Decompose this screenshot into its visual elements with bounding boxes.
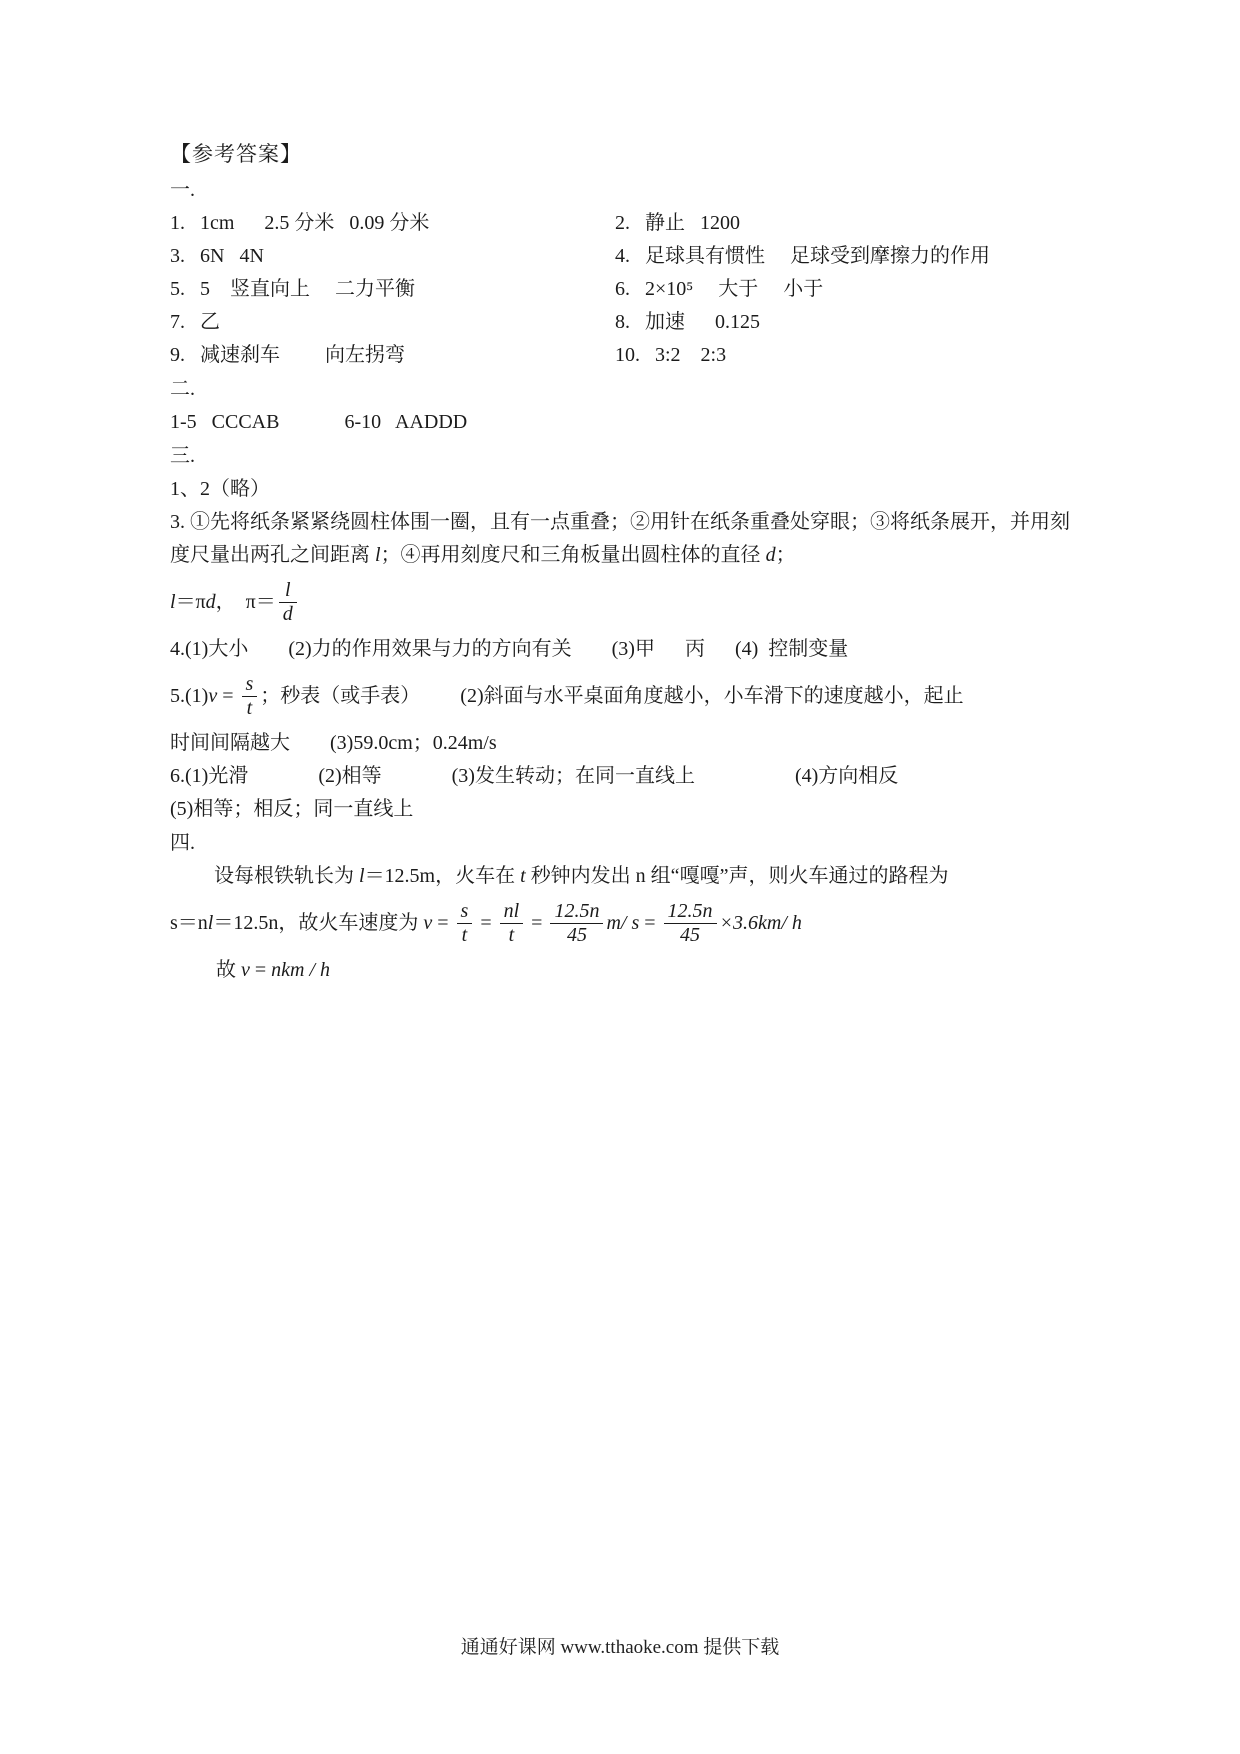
fraction-numerator: s bbox=[242, 673, 258, 697]
answer-cell: 4. 足球具有惯性 足球受到摩擦力的作用 bbox=[615, 245, 990, 267]
multiple-choice-answers: 1-5 CCCAB 6-10 AADDD bbox=[170, 411, 468, 433]
item-6: 6.(1)光滑 (2)相等 (3)发生转动；在同一直线上 (4)方向相反 bbox=[170, 765, 899, 787]
answer-cell: 2. 静止 1200 bbox=[615, 212, 740, 234]
variable-l: l bbox=[207, 912, 214, 934]
answer-row bbox=[170, 273, 1078, 306]
section-two-label: 二. bbox=[170, 378, 195, 400]
answer-row bbox=[170, 306, 1078, 339]
fraction-numerator: nl bbox=[500, 900, 524, 924]
fraction-denominator: t bbox=[508, 924, 515, 946]
variable-l: l bbox=[170, 591, 176, 613]
answer-cell: 5. 5 竖直向上 二力平衡 bbox=[170, 278, 415, 300]
item-5 bbox=[170, 673, 1078, 720]
item-6b: (5)相等；相反；同一直线上 bbox=[170, 798, 414, 820]
final-expression: nkm / h bbox=[271, 959, 331, 981]
item-5-text: ；秒表（或手表） (2)斜面与水平桌面角度越小，小车滑下的速度越小，起止 bbox=[260, 685, 964, 707]
fraction-denominator: 45 bbox=[680, 924, 701, 946]
fraction-12-5n-over-45 bbox=[550, 900, 603, 947]
equation-text: s＝n bbox=[170, 912, 208, 934]
section-three-label: 三. bbox=[170, 445, 195, 467]
fraction-denominator: t bbox=[461, 924, 468, 946]
variable-v: v bbox=[208, 685, 218, 707]
unit-m-per-s: m/ s bbox=[606, 912, 640, 934]
fraction-nl-over-t bbox=[500, 900, 524, 947]
setup-text: 设每根铁轨长为 bbox=[214, 865, 359, 887]
answer-cell: 1. 1cm 2.5 分米 0.09 分米 bbox=[170, 212, 430, 234]
equals-sign: = bbox=[639, 912, 661, 934]
item-1-2: 1、2（略） bbox=[170, 478, 270, 500]
variable-d: d bbox=[205, 591, 216, 613]
answer-cell: 6. 2×10⁵ 大于 小于 bbox=[615, 278, 824, 300]
answer-cell: 8. 加速 0.125 bbox=[615, 311, 760, 333]
variable-v: v bbox=[423, 912, 433, 934]
variable-v: v bbox=[241, 959, 250, 981]
pi-formula bbox=[170, 579, 1078, 626]
item-3 bbox=[170, 506, 1078, 572]
final-text: 故 bbox=[216, 959, 241, 981]
answer-cell: 9. 减速刹车 向左拐弯 bbox=[170, 344, 405, 366]
equation-text: ＝12.5n，故火车速度为 bbox=[213, 912, 424, 934]
fraction-numerator: 12.5n bbox=[664, 900, 717, 924]
final-answer bbox=[170, 954, 1078, 987]
equals-sign: = bbox=[475, 912, 497, 934]
setup-text: ＝12.5m，火车在 bbox=[364, 865, 521, 887]
fraction-12-5n-over-45 bbox=[664, 900, 717, 947]
item-5-continuation: 时间间隔越大 (3)59.0cm；0.24m/s bbox=[170, 732, 497, 754]
equals-sign: = bbox=[432, 912, 454, 934]
equals-sign: = bbox=[217, 685, 239, 707]
speed-equation bbox=[170, 900, 1078, 947]
fraction-s-over-t bbox=[242, 673, 258, 720]
variable-l: l bbox=[359, 865, 365, 887]
fraction-s-over-t bbox=[457, 900, 473, 947]
formula-text: ， π＝ bbox=[215, 591, 276, 613]
answer-cell: 10. 3:2 2:3 bbox=[615, 344, 727, 366]
variable-t: t bbox=[520, 865, 526, 887]
fraction-denominator: d bbox=[282, 603, 293, 625]
answer-row bbox=[170, 240, 1078, 273]
train-problem-setup bbox=[170, 860, 1078, 893]
document-content bbox=[170, 138, 1078, 987]
fraction-denominator: t bbox=[246, 697, 253, 719]
variable-d: d bbox=[765, 544, 776, 566]
item-3-text: ；④再用刻度尺和三角板量出圆柱体的直径 bbox=[380, 544, 766, 566]
setup-text: 秒钟内发出 n 组“嘎嘎”声，则火车通过的路程为 bbox=[525, 865, 949, 887]
answer-row bbox=[170, 339, 1078, 372]
fraction-numerator: 12.5n bbox=[550, 900, 603, 924]
fraction-numerator: s bbox=[457, 900, 473, 924]
item-5-prefix: 5.(1) bbox=[170, 685, 209, 707]
answer-grid bbox=[170, 207, 1078, 372]
answer-cell: 3. 6N 4N bbox=[170, 245, 264, 267]
fraction-l-over-d bbox=[279, 579, 297, 626]
page-title: 【参考答案】 bbox=[170, 142, 302, 166]
item-3-text: 3. ①先将纸条紧紧绕圆柱体围一圈，且有一点重叠；②用针在纸条重叠处穿眼；③将纸条展开，并用刻度尺量出两孔之间距离 bbox=[170, 511, 1070, 566]
unit-km-per-h: ×3.6km/ h bbox=[719, 912, 802, 934]
fraction-denominator: 45 bbox=[566, 924, 587, 946]
equals-sign: = bbox=[526, 912, 548, 934]
variable-l: l bbox=[375, 544, 381, 566]
section-four-label: 四. bbox=[170, 832, 195, 854]
fraction-numerator: l bbox=[279, 579, 297, 603]
item-3-text: ； bbox=[775, 544, 796, 566]
answer-row bbox=[170, 207, 1078, 240]
footer-watermark: 通通好课网 www.tthaoke.com 提供下载 bbox=[460, 1637, 780, 1658]
equals-sign: = bbox=[249, 959, 272, 981]
section-one-label: 一. bbox=[170, 179, 195, 201]
answer-cell: 7. 乙 bbox=[170, 311, 220, 333]
item-4: 4.(1)大小 (2)力的作用效果与力的方向有关 (3)甲 丙 (4) 控制变量 bbox=[170, 638, 849, 660]
formula-text: ＝π bbox=[175, 591, 206, 613]
